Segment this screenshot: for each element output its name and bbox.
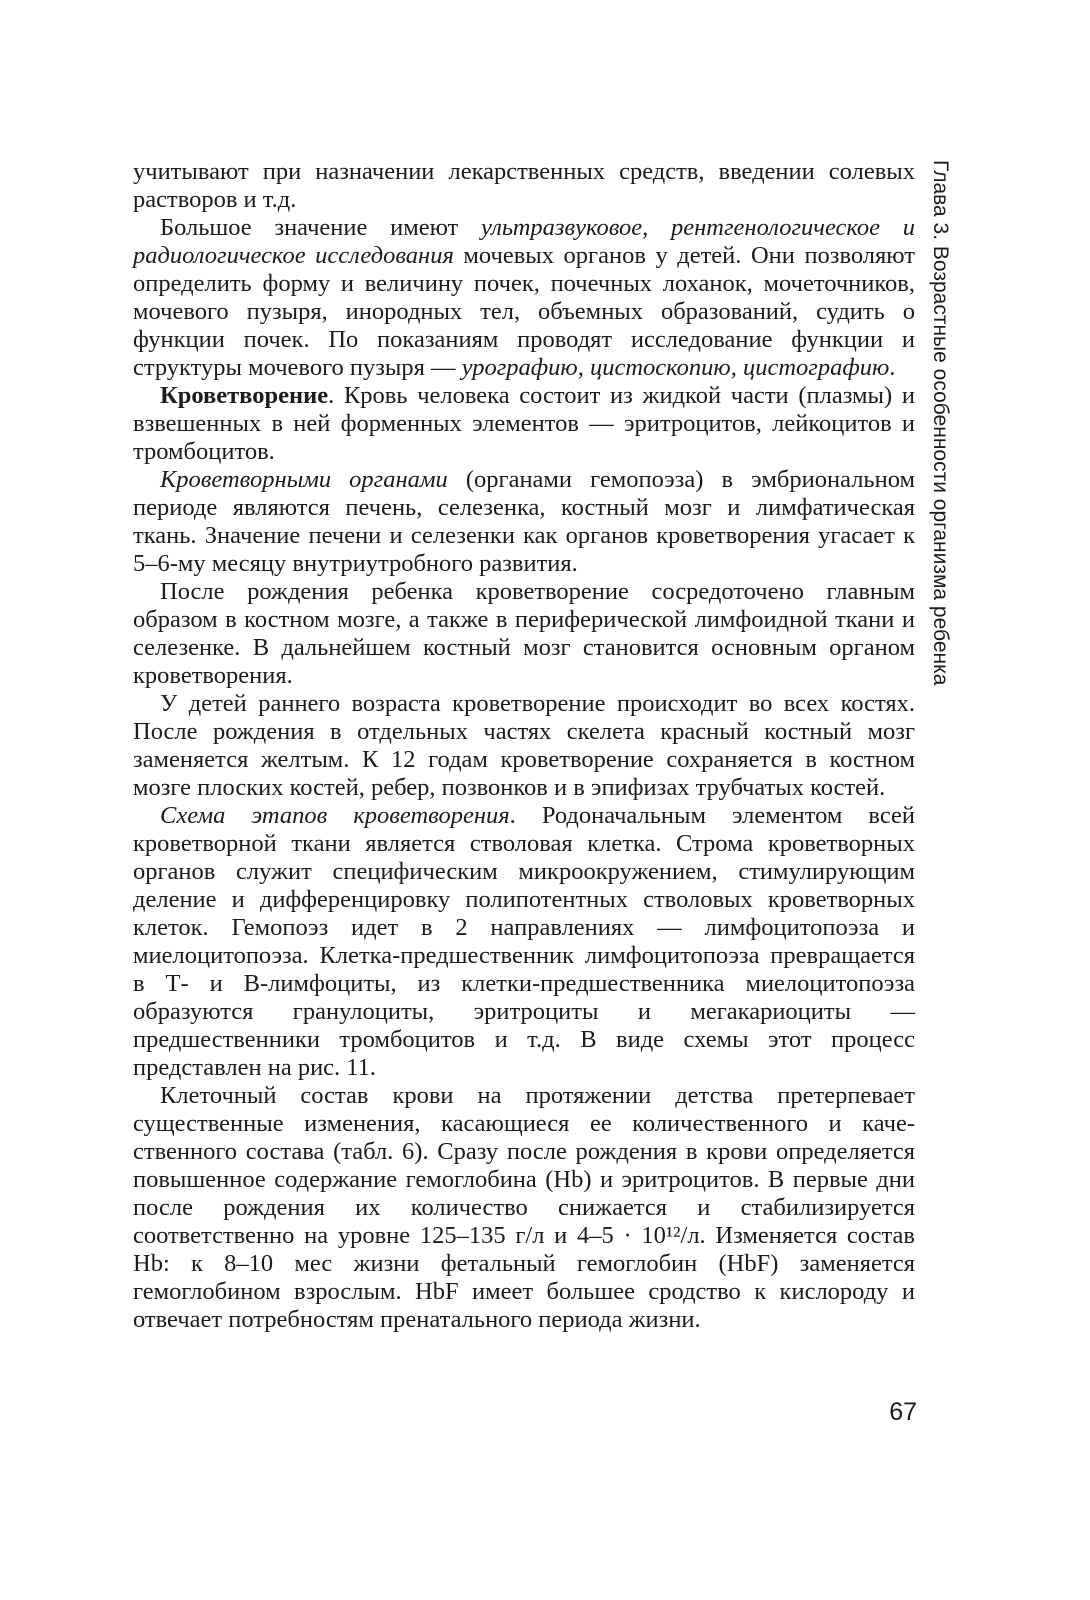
paragraph [133, 382, 915, 466]
paragraph [133, 214, 915, 382]
italic-term: ультразвуковое, рентгенологическое и радиологическое исследования [133, 214, 915, 269]
paragraph [133, 578, 915, 690]
text-run: После рождения ребенка кроветворение сосредоточено главным образом в костном мозге, а также в периферической лимфоидной ткани и селезенке. В дальнейшем костный мозг становится основным органом кроветворения. [133, 578, 915, 689]
text-run: (органами гемопоэза) в эмбриональном периоде являются печень, селезенка, костный мозг и лимфатическая ткань. Значение печени и селезенки как органов кроветворения угасает к 5–6-му месяцу внутриутробного развития. [133, 466, 915, 577]
italic-term: Схема этапов кроветворения [160, 802, 510, 829]
text-run: Большое значение имеют [160, 214, 481, 241]
text-run: . [889, 354, 896, 381]
running-chapter-title: Глава 3. Возрастные особенности организма ребенка [929, 160, 952, 686]
paragraph [133, 1082, 915, 1334]
text-run: учитывают при назначении лекарственных средств, введении солевых растворов и т.д. [133, 158, 915, 213]
italic-term: Кроветворными органами [160, 466, 448, 493]
paragraph [133, 690, 915, 802]
page-number: 67 [889, 1398, 917, 1426]
paragraph [133, 466, 915, 578]
text-run: . Родоначальным элементом всей кроветворной ткани является стволовая клетка. Строма кроветворных органов служит специфическим микроокружением, стимулирующим деление и дифференцировку полипотентных стволовых кроветворных клеток. Гемопоэз идет в 2 направлениях — лимфоцитопоэза и миелоцитопоэза. Клетка-предшественник лимфоцитопоэза превращается в Т- и В-лимфоциты, из клетки-предшественника миелоцитопоэза образуются гранулоциты, эритроциты и мегакариоциты — предшественники тромбоцитов и т.д. В виде схемы этот процесс представлен на рис. 11. [133, 802, 915, 1081]
body-text [133, 158, 915, 1334]
text-run: Клеточный состав крови на протяжении детства претерпевает существенные изменения, касающиеся ее количественного и качественного состава (табл. 6). Сразу после рождения в крови определяется повышенное содержание гемоглобина (Hb) и эритроцитов. В первые дни после рождения их количество снижается и стабилизируется соответственно на уровне 125–135 г/л и 4–5 · 10¹²/л. Изменяется состав Hb: к 8–10 мес жизни фетальный гемоглобин (HbF) заменяется гемоглобином взрослым. HbF имеет большее сродство к кислороду и отвечает потребностям пренатального периода жизни. [133, 1082, 915, 1333]
paragraph [133, 158, 915, 214]
paragraph [133, 802, 915, 1082]
text-run: У детей раннего возраста кроветворение происходит во всех костях. После рождения в отдельных частях скелета красный костный мозг заменяется желтым. К 12 годам кроветворение сохраняется в костном мозге плоских костей, ребер, позвонков и в эпифизах трубчатых костей. [133, 690, 915, 801]
bold-term: Кроветворение [160, 382, 329, 409]
text-run: . Кровь человека состоит из жидкой части (плазмы) и взвешенных в ней форменных элементов — эритроцитов, лейкоцитов и тромбоцитов. [133, 382, 915, 465]
italic-term: урографию, цистоскопию, цистографию [461, 354, 890, 381]
text-run: мочевых органов у детей. Они позволяют определить форму и величину почек, почечных лоханок, мочеточников, мочевого пузыря, инородных тел, объемных образований, судить о функции почек. По показаниям проводят исследование функции и структуры мочевого пузыря — [133, 242, 915, 381]
